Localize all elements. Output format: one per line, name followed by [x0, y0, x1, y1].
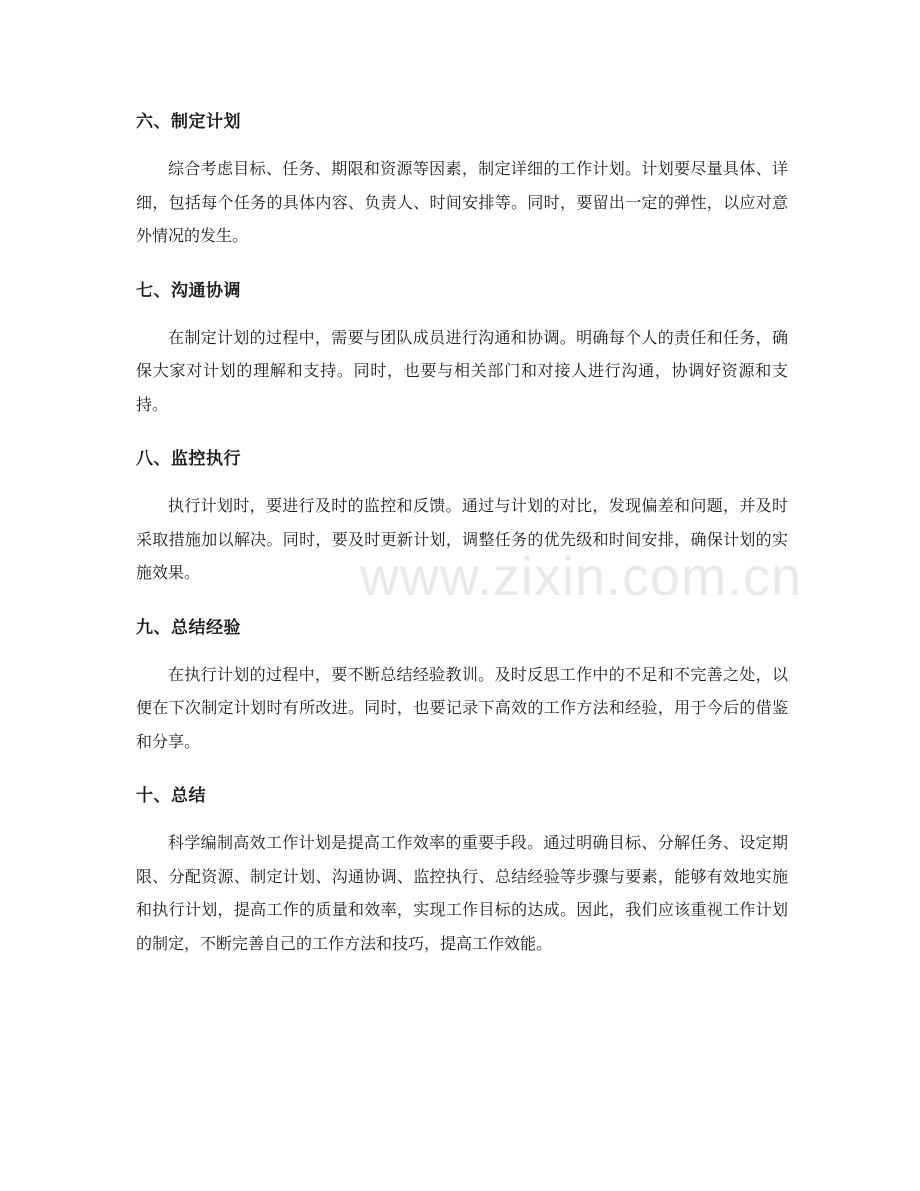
section-9: [136, 610, 788, 759]
section-8: [136, 441, 788, 590]
section-7: [136, 273, 788, 422]
section-heading: 七、沟通协调: [136, 280, 241, 301]
section-paragraph: 在执行计划的过程中，要不断总结经验教训。及时反思工作中的不足和不完善之处，以便在下次制定计划时有所改进。同时，也要记录下高效的工作方法和经验，用于今后的借鉴和分享。: [136, 664, 788, 751]
document-content: [136, 104, 788, 980]
section-heading: 九、总结经验: [136, 617, 241, 638]
section-paragraph: 在制定计划的过程中，需要与团队成员进行沟通和协调。明确每个人的责任和任务，确保大家对计划的理解和支持。同时，也要与相关部门和对接人进行沟通，协调好资源和支持。: [136, 327, 788, 414]
section-paragraph: 综合考虑目标、任务、期限和资源等因素，制定详细的工作计划。计划要尽量具体、详细，包括每个任务的具体内容、负责人、时间安排等。同时，要留出一定的弹性，以应对意外情况的发生。: [136, 159, 788, 245]
section-6: [136, 104, 788, 253]
watermark-text: www.zixin.com.cn: [360, 547, 803, 607]
section-10: [136, 778, 788, 960]
section-heading: 十、总结: [136, 786, 206, 806]
section-heading: 八、监控执行: [136, 449, 241, 469]
section-paragraph: 执行计划时，要进行及时的监控和反馈。通过与计划的对比，发现偏差和问题，并及时采取措施加以解决。同时，要及时更新计划，调整任务的优先级和时间安排，确保计划的实施效果。: [136, 496, 788, 582]
section-heading: 六、制定计划: [136, 112, 241, 132]
section-paragraph: 科学编制高效工作计划是提高工作效率的重要手段。通过明确目标、分解任务、设定期限、分配资源、制定计划、沟通协调、监控执行、总结经验等步骤与要素，能够有效地实施和执行计划，提高工作的质量和效率，实现工作目标的达成。因此，我们应该重视工作计划的制定，不断完善自己的工作方法和技巧，提高工作效能。: [136, 833, 788, 953]
